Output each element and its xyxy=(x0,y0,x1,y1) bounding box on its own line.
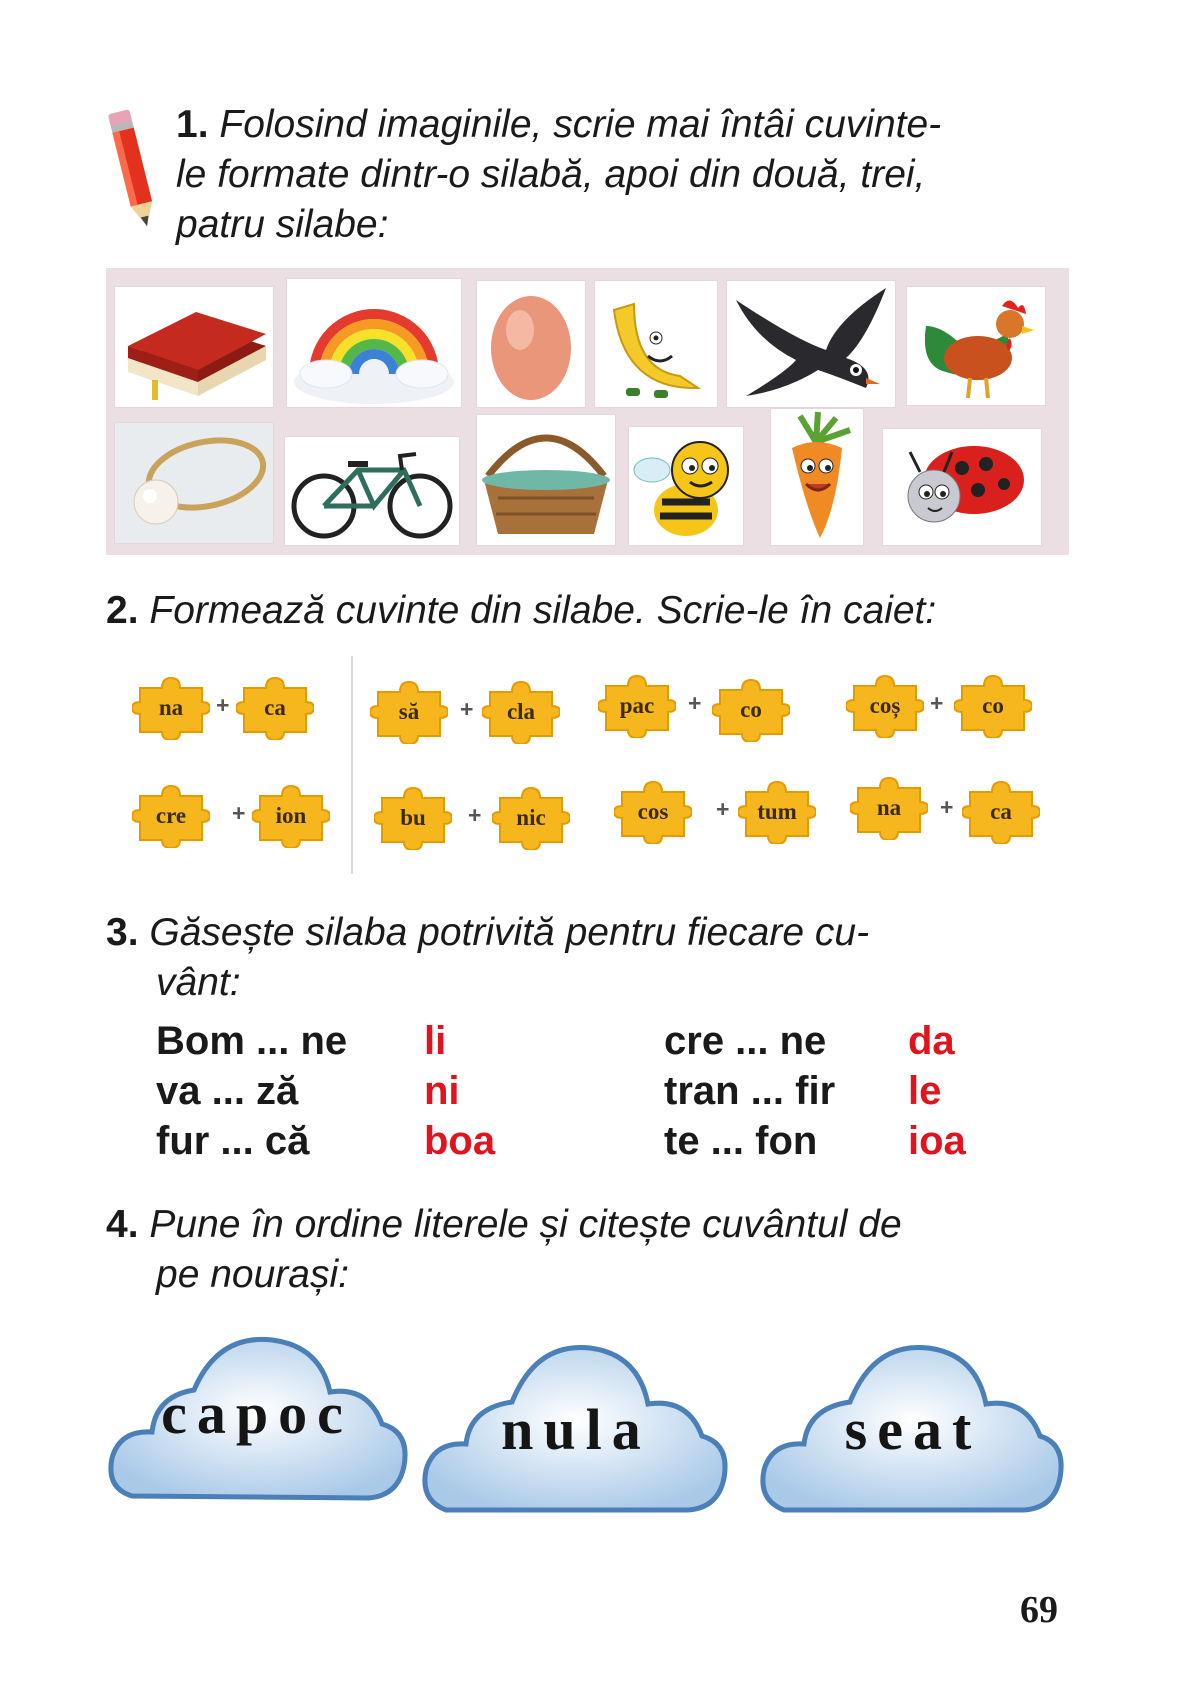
ladybug-picture xyxy=(882,428,1042,546)
syllable-option: le xyxy=(908,1069,942,1113)
exercise-1-number: 1. xyxy=(176,103,209,146)
exercise-4-number: 4. xyxy=(106,1203,139,1246)
puzzle-piece xyxy=(962,780,1040,844)
exercise-3-line-1: Găsește silaba potrivită pentru fiecare cu- xyxy=(149,911,870,954)
puzzle-piece xyxy=(132,676,210,740)
plus-sign: + xyxy=(460,696,474,722)
exercise-2-number: 2. xyxy=(106,589,139,632)
divider xyxy=(351,656,353,874)
puzzle-piece xyxy=(738,780,816,844)
plus-sign: + xyxy=(232,800,246,826)
carrot-icon xyxy=(770,408,864,546)
banana-picture xyxy=(594,280,718,408)
pencil-icon xyxy=(102,104,164,236)
swallow-icon xyxy=(726,280,896,408)
puzzle-grid xyxy=(120,656,1065,874)
puzzle-syllable: cla xyxy=(506,699,536,724)
incomplete-word: va ... ză xyxy=(156,1069,299,1113)
ring-picture xyxy=(114,422,274,544)
exercise-2-text xyxy=(106,586,1086,636)
puzzle-syllable: ca xyxy=(264,695,286,720)
puzzle-piece xyxy=(492,786,570,850)
cloud-card xyxy=(420,1320,732,1538)
puzzle-syllable: ca xyxy=(990,799,1012,824)
exercise-1-line-2: le formate dintr-o silabă, apoi din două, trei, xyxy=(176,153,926,196)
puzzle-piece xyxy=(614,780,692,844)
plus-sign: + xyxy=(688,690,702,716)
page-number: 69 xyxy=(1020,1589,1058,1631)
plus-sign: + xyxy=(940,794,954,820)
puzzle-piece xyxy=(954,674,1032,738)
basket-picture xyxy=(476,414,616,546)
carrot-picture xyxy=(770,408,864,546)
puzzle-syllable: să xyxy=(398,699,420,724)
puzzle-syllable: na xyxy=(158,695,184,720)
exercise-1-line-3: patru silabe: xyxy=(176,203,389,246)
puzzle-piece xyxy=(252,784,330,848)
picture-panel xyxy=(106,268,1069,555)
rooster-picture xyxy=(906,286,1046,406)
incomplete-word: fur ... că xyxy=(156,1119,310,1163)
incomplete-word: te ... fon xyxy=(664,1119,818,1163)
syllable-list-right xyxy=(908,1016,966,1166)
egg-icon xyxy=(476,280,586,408)
exercise-3-line-2: vânt: xyxy=(156,961,241,1004)
puzzle-piece xyxy=(846,674,924,738)
banana-icon xyxy=(594,280,718,408)
puzzle-syllable: nic xyxy=(516,805,546,830)
scrambled-word: seat xyxy=(844,1396,982,1462)
plus-sign: + xyxy=(216,692,230,718)
puzzle-piece xyxy=(712,678,790,742)
exercise-2-instruction: Formează cuvinte din silabe. Scrie-le în caiet: xyxy=(149,589,937,632)
puzzle-syllable: bu xyxy=(400,805,426,830)
puzzle-piece xyxy=(370,680,448,744)
puzzle-piece xyxy=(374,786,452,850)
plus-sign: + xyxy=(930,690,944,716)
exercise-4-line-1: Pune în ordine literele și citește cuvântul de xyxy=(149,1203,902,1246)
exercise-4-text xyxy=(106,1200,1066,1300)
rainbow-icon xyxy=(286,278,462,408)
puzzle-syllable: co xyxy=(740,697,762,722)
exercise-4-line-2: pe nourași: xyxy=(156,1253,349,1296)
puzzle-piece xyxy=(482,680,560,744)
book-picture xyxy=(114,286,274,408)
puzzle-syllable: ion xyxy=(275,803,307,828)
puzzle-piece xyxy=(132,784,210,848)
syllable-list-left xyxy=(424,1016,495,1166)
bicycle-icon xyxy=(284,436,460,546)
puzzle-syllable: cos xyxy=(637,799,669,824)
cloud-card xyxy=(106,1320,408,1538)
puzzle-piece xyxy=(236,676,314,740)
egg-picture xyxy=(476,280,586,408)
puzzle-syllable: coș xyxy=(869,693,901,718)
book-icon xyxy=(114,286,274,408)
puzzle-syllable: cre xyxy=(155,803,187,828)
incomplete-word: cre ... ne xyxy=(664,1019,827,1063)
swallow-picture xyxy=(726,280,896,408)
scrambled-word: capoc xyxy=(161,1380,353,1446)
exercise-1-text xyxy=(176,100,1071,250)
syllable-option: boa xyxy=(424,1119,496,1163)
plus-sign: + xyxy=(716,796,730,822)
puzzle-syllable: pac xyxy=(619,693,655,718)
puzzle-piece xyxy=(850,776,928,840)
exercise-3-text xyxy=(106,908,1066,1008)
syllable-option: ioa xyxy=(908,1119,966,1163)
word-list-left xyxy=(156,1016,347,1166)
bicycle-picture xyxy=(284,436,460,546)
exercise-3-number: 3. xyxy=(106,911,139,954)
basket-icon xyxy=(476,414,616,546)
rainbow-picture xyxy=(286,278,462,408)
bee-picture xyxy=(628,426,744,546)
plus-sign: + xyxy=(468,802,482,828)
ladybug-icon xyxy=(882,428,1042,546)
exercise-1-line-1: Folosind imaginile, scrie mai întâi cuvinte- xyxy=(219,103,942,146)
incomplete-word: Bom ... ne xyxy=(156,1019,348,1063)
puzzle-syllable: tum xyxy=(757,799,797,824)
ring-icon xyxy=(114,422,274,544)
puzzle-piece xyxy=(598,674,676,738)
scrambled-word: nula xyxy=(501,1396,651,1462)
rooster-icon xyxy=(906,286,1046,406)
puzzle-syllable: co xyxy=(982,693,1004,718)
puzzle-syllable: na xyxy=(876,795,902,820)
cloud-card xyxy=(758,1320,1068,1538)
word-list-right xyxy=(664,1016,835,1166)
incomplete-word: tran ... fir xyxy=(664,1069,836,1113)
syllable-option: da xyxy=(908,1019,955,1063)
syllable-option: ni xyxy=(424,1069,460,1113)
bee-icon xyxy=(628,426,744,546)
syllable-option: li xyxy=(424,1019,447,1063)
